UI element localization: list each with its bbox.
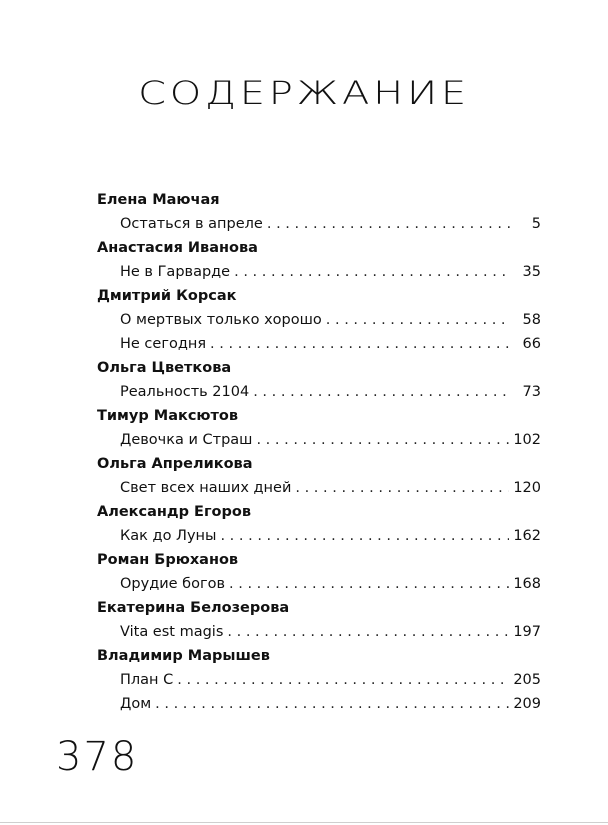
- toc-entry-page: 66: [522, 336, 541, 352]
- toc-entry-page: 209: [513, 696, 541, 712]
- toc-author: Екатерина Белозерова: [97, 600, 290, 616]
- toc-entry: [97, 692, 541, 716]
- dot-leader: [267, 212, 511, 236]
- toc-entry: [97, 476, 541, 500]
- toc-entry-page: 168: [513, 576, 541, 592]
- table-of-contents: [97, 188, 541, 716]
- toc-entry-page: 5: [531, 216, 541, 232]
- toc-entry-page: 205: [513, 672, 541, 688]
- toc-entry-title: Свет всех наших дней: [120, 480, 292, 496]
- dot-leader: [177, 668, 509, 692]
- toc-entry-title: Дом: [120, 696, 152, 712]
- toc-entry-title: Орудие богов: [120, 576, 226, 592]
- dot-leader: [155, 692, 509, 716]
- page-title: СОДЕРЖАНИЕ: [138, 74, 470, 112]
- toc-entry-page: 162: [513, 528, 541, 544]
- dot-leader: [220, 524, 509, 548]
- toc-author: Тимур Максютов: [97, 408, 239, 424]
- toc-entry: [97, 572, 541, 596]
- toc-author: Анастасия Иванова: [97, 240, 258, 256]
- toc-author: Дмитрий Корсак: [97, 288, 237, 304]
- toc-entry-title: План С: [120, 672, 174, 688]
- dot-leader: [210, 332, 511, 356]
- toc-entry-page: 197: [513, 624, 541, 640]
- toc-entry-page: 35: [522, 264, 541, 280]
- toc-entry: [97, 212, 541, 236]
- toc-entry: [97, 668, 541, 692]
- toc-entry: [97, 620, 541, 644]
- toc-entry: [97, 332, 541, 356]
- toc-entry: [97, 308, 541, 332]
- toc-author: Александр Егоров: [97, 504, 252, 520]
- dot-leader: [326, 308, 511, 332]
- toc-entry-page: 73: [522, 384, 541, 400]
- toc-entry: [97, 380, 541, 404]
- dot-leader: [229, 572, 509, 596]
- dot-leader: [295, 476, 509, 500]
- toc-author: Елена Маючая: [97, 192, 220, 208]
- toc-author: Роман Брюханов: [97, 552, 239, 568]
- toc-entry-page: 58: [522, 312, 541, 328]
- toc-author: Ольга Цветкова: [97, 360, 232, 376]
- dot-leader: [253, 380, 511, 404]
- toc-entry-title: Не в Гарварде: [120, 264, 231, 280]
- dot-leader: [234, 260, 511, 284]
- page-number: 378: [56, 734, 139, 780]
- toc-entry: [97, 428, 541, 452]
- toc-entry-title: Реальность 2104: [120, 384, 250, 400]
- dot-leader: [256, 428, 509, 452]
- toc-entry-title: Не сегодня: [120, 336, 207, 352]
- dot-leader: [227, 620, 509, 644]
- toc-entry: [97, 524, 541, 548]
- toc-entry-title: Vita est magis: [120, 624, 224, 640]
- toc-author: Ольга Апреликова: [97, 456, 253, 472]
- toc-entry: [97, 260, 541, 284]
- toc-author: Владимир Марышев: [97, 648, 270, 664]
- toc-entry-title: Как до Луны: [120, 528, 217, 544]
- toc-entry-title: Девочка и Страш: [120, 432, 253, 448]
- page-edge-divider: [0, 822, 608, 823]
- toc-entry-page: 120: [513, 480, 541, 496]
- toc-entry-title: О мертвых только хорошо: [120, 312, 322, 328]
- toc-entry-page: 102: [513, 432, 541, 448]
- toc-entry-title: Остаться в апреле: [120, 216, 263, 232]
